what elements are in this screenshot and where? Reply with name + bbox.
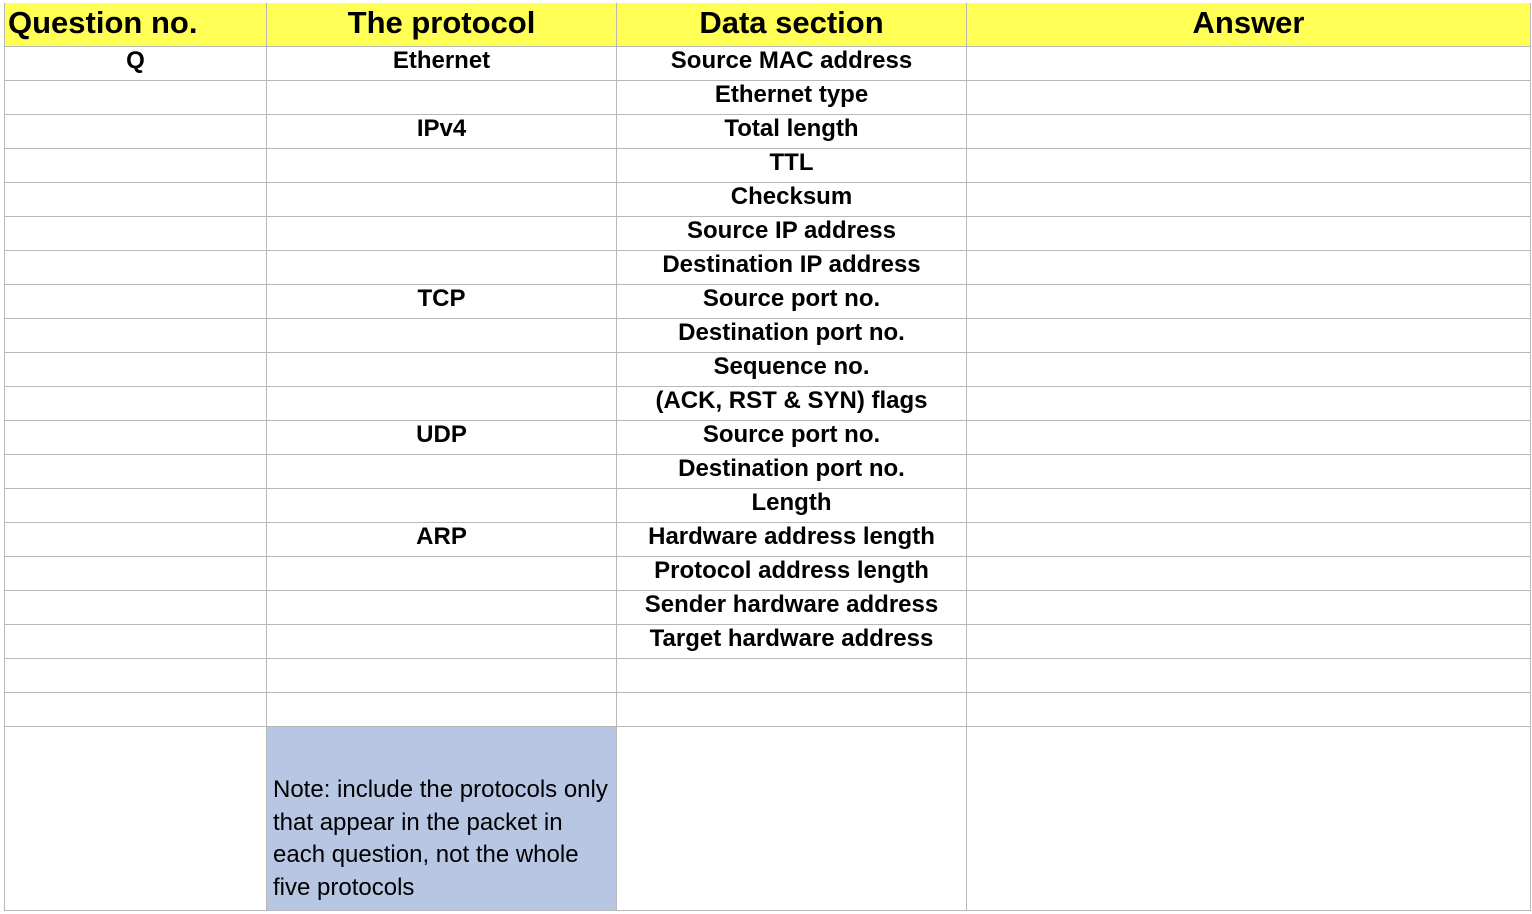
question-cell[interactable] [5,319,267,353]
data-section-cell[interactable]: (ACK, RST & SYN) flags [617,387,967,421]
question-cell[interactable] [5,421,267,455]
answer-cell[interactable] [967,183,1531,217]
protocol-cell[interactable] [267,625,617,659]
protocol-cell[interactable]: UDP [267,421,617,455]
answer-cell[interactable] [967,421,1531,455]
answer-cell[interactable] [967,387,1531,421]
question-cell[interactable] [5,625,267,659]
table-row [5,489,1531,523]
table-row [5,47,1531,81]
note-row [5,727,1531,911]
data-section-cell[interactable]: Ethernet type [617,81,967,115]
answer-cell[interactable] [967,47,1531,81]
question-cell[interactable] [5,591,267,625]
header-answer[interactable]: Answer [967,3,1531,47]
table-row [5,693,1531,727]
header-protocol[interactable]: The protocol [267,3,617,47]
note-row-data-section-cell[interactable] [617,727,967,911]
answer-cell[interactable] [967,115,1531,149]
question-cell[interactable] [5,387,267,421]
table-row [5,353,1531,387]
protocol-cell[interactable] [267,81,617,115]
table-row [5,591,1531,625]
data-section-cell[interactable]: Destination IP address [617,251,967,285]
answer-cell[interactable] [967,455,1531,489]
question-cell[interactable] [5,149,267,183]
header-question-no[interactable]: Question no. [5,3,267,47]
data-section-cell[interactable] [617,659,967,693]
table-row [5,217,1531,251]
answer-cell[interactable] [967,557,1531,591]
protocol-cell[interactable] [267,183,617,217]
table-row [5,285,1531,319]
table-row [5,183,1531,217]
question-cell[interactable] [5,489,267,523]
question-cell[interactable] [5,693,267,727]
table-row [5,149,1531,183]
question-cell[interactable] [5,81,267,115]
question-cell[interactable] [5,557,267,591]
answer-cell[interactable] [967,149,1531,183]
data-section-cell[interactable]: TTL [617,149,967,183]
table-row [5,455,1531,489]
question-cell[interactable] [5,523,267,557]
data-section-cell[interactable]: Source port no. [617,285,967,319]
answer-cell[interactable] [967,353,1531,387]
table-row [5,115,1531,149]
data-section-cell[interactable]: Hardware address length [617,523,967,557]
data-section-cell[interactable]: Destination port no. [617,455,967,489]
protocol-cell[interactable] [267,387,617,421]
data-section-cell[interactable]: Length [617,489,967,523]
protocol-cell[interactable]: IPv4 [267,115,617,149]
question-cell[interactable] [5,217,267,251]
note-row-question-cell[interactable] [5,727,267,911]
protocol-table [4,3,1531,911]
data-section-cell[interactable]: Destination port no. [617,319,967,353]
protocol-cell[interactable]: Ethernet [267,47,617,81]
note-cell[interactable]: Note: include the protocols only that appear in the packet in each question, not the whole five protocols [267,727,617,911]
question-cell[interactable] [5,115,267,149]
answer-cell[interactable] [967,659,1531,693]
data-section-cell[interactable]: Sequence no. [617,353,967,387]
answer-cell[interactable] [967,251,1531,285]
header-data-section[interactable]: Data section [617,3,967,47]
data-section-cell[interactable] [617,693,967,727]
table-row [5,387,1531,421]
note-row-answer-cell[interactable] [967,727,1531,911]
protocol-cell[interactable] [267,659,617,693]
table-row [5,421,1531,455]
answer-cell[interactable] [967,625,1531,659]
data-section-cell[interactable]: Sender hardware address [617,591,967,625]
data-section-cell[interactable]: Source port no. [617,421,967,455]
protocol-cell[interactable] [267,149,617,183]
protocol-cell[interactable] [267,353,617,387]
question-cell[interactable] [5,183,267,217]
data-section-cell[interactable]: Target hardware address [617,625,967,659]
table-row [5,319,1531,353]
protocol-cell[interactable] [267,591,617,625]
answer-cell[interactable] [967,319,1531,353]
data-section-cell[interactable]: Protocol address length [617,557,967,591]
protocol-cell[interactable]: ARP [267,523,617,557]
data-section-cell[interactable]: Source MAC address [617,47,967,81]
data-section-cell[interactable]: Source IP address [617,217,967,251]
question-cell[interactable] [5,285,267,319]
spreadsheet [4,3,1530,911]
protocol-cell[interactable] [267,455,617,489]
protocol-cell[interactable] [267,489,617,523]
protocol-cell[interactable] [267,251,617,285]
answer-cell[interactable] [967,489,1531,523]
data-section-cell[interactable]: Total length [617,115,967,149]
protocol-cell[interactable] [267,319,617,353]
answer-cell[interactable] [967,285,1531,319]
answer-cell[interactable] [967,81,1531,115]
table-row [5,625,1531,659]
question-cell[interactable]: Q [5,47,267,81]
table-row [5,659,1531,693]
question-cell[interactable] [5,455,267,489]
table-row [5,251,1531,285]
answer-cell[interactable] [967,217,1531,251]
question-cell[interactable] [5,659,267,693]
header-row [5,3,1531,47]
protocol-cell[interactable] [267,693,617,727]
table-row [5,557,1531,591]
answer-cell[interactable] [967,693,1531,727]
question-cell[interactable] [5,353,267,387]
answer-cell[interactable] [967,523,1531,557]
protocol-cell[interactable] [267,217,617,251]
protocol-cell[interactable]: TCP [267,285,617,319]
data-section-cell[interactable]: Checksum [617,183,967,217]
question-cell[interactable] [5,251,267,285]
table-row [5,523,1531,557]
protocol-cell[interactable] [267,557,617,591]
table-row [5,81,1531,115]
answer-cell[interactable] [967,591,1531,625]
